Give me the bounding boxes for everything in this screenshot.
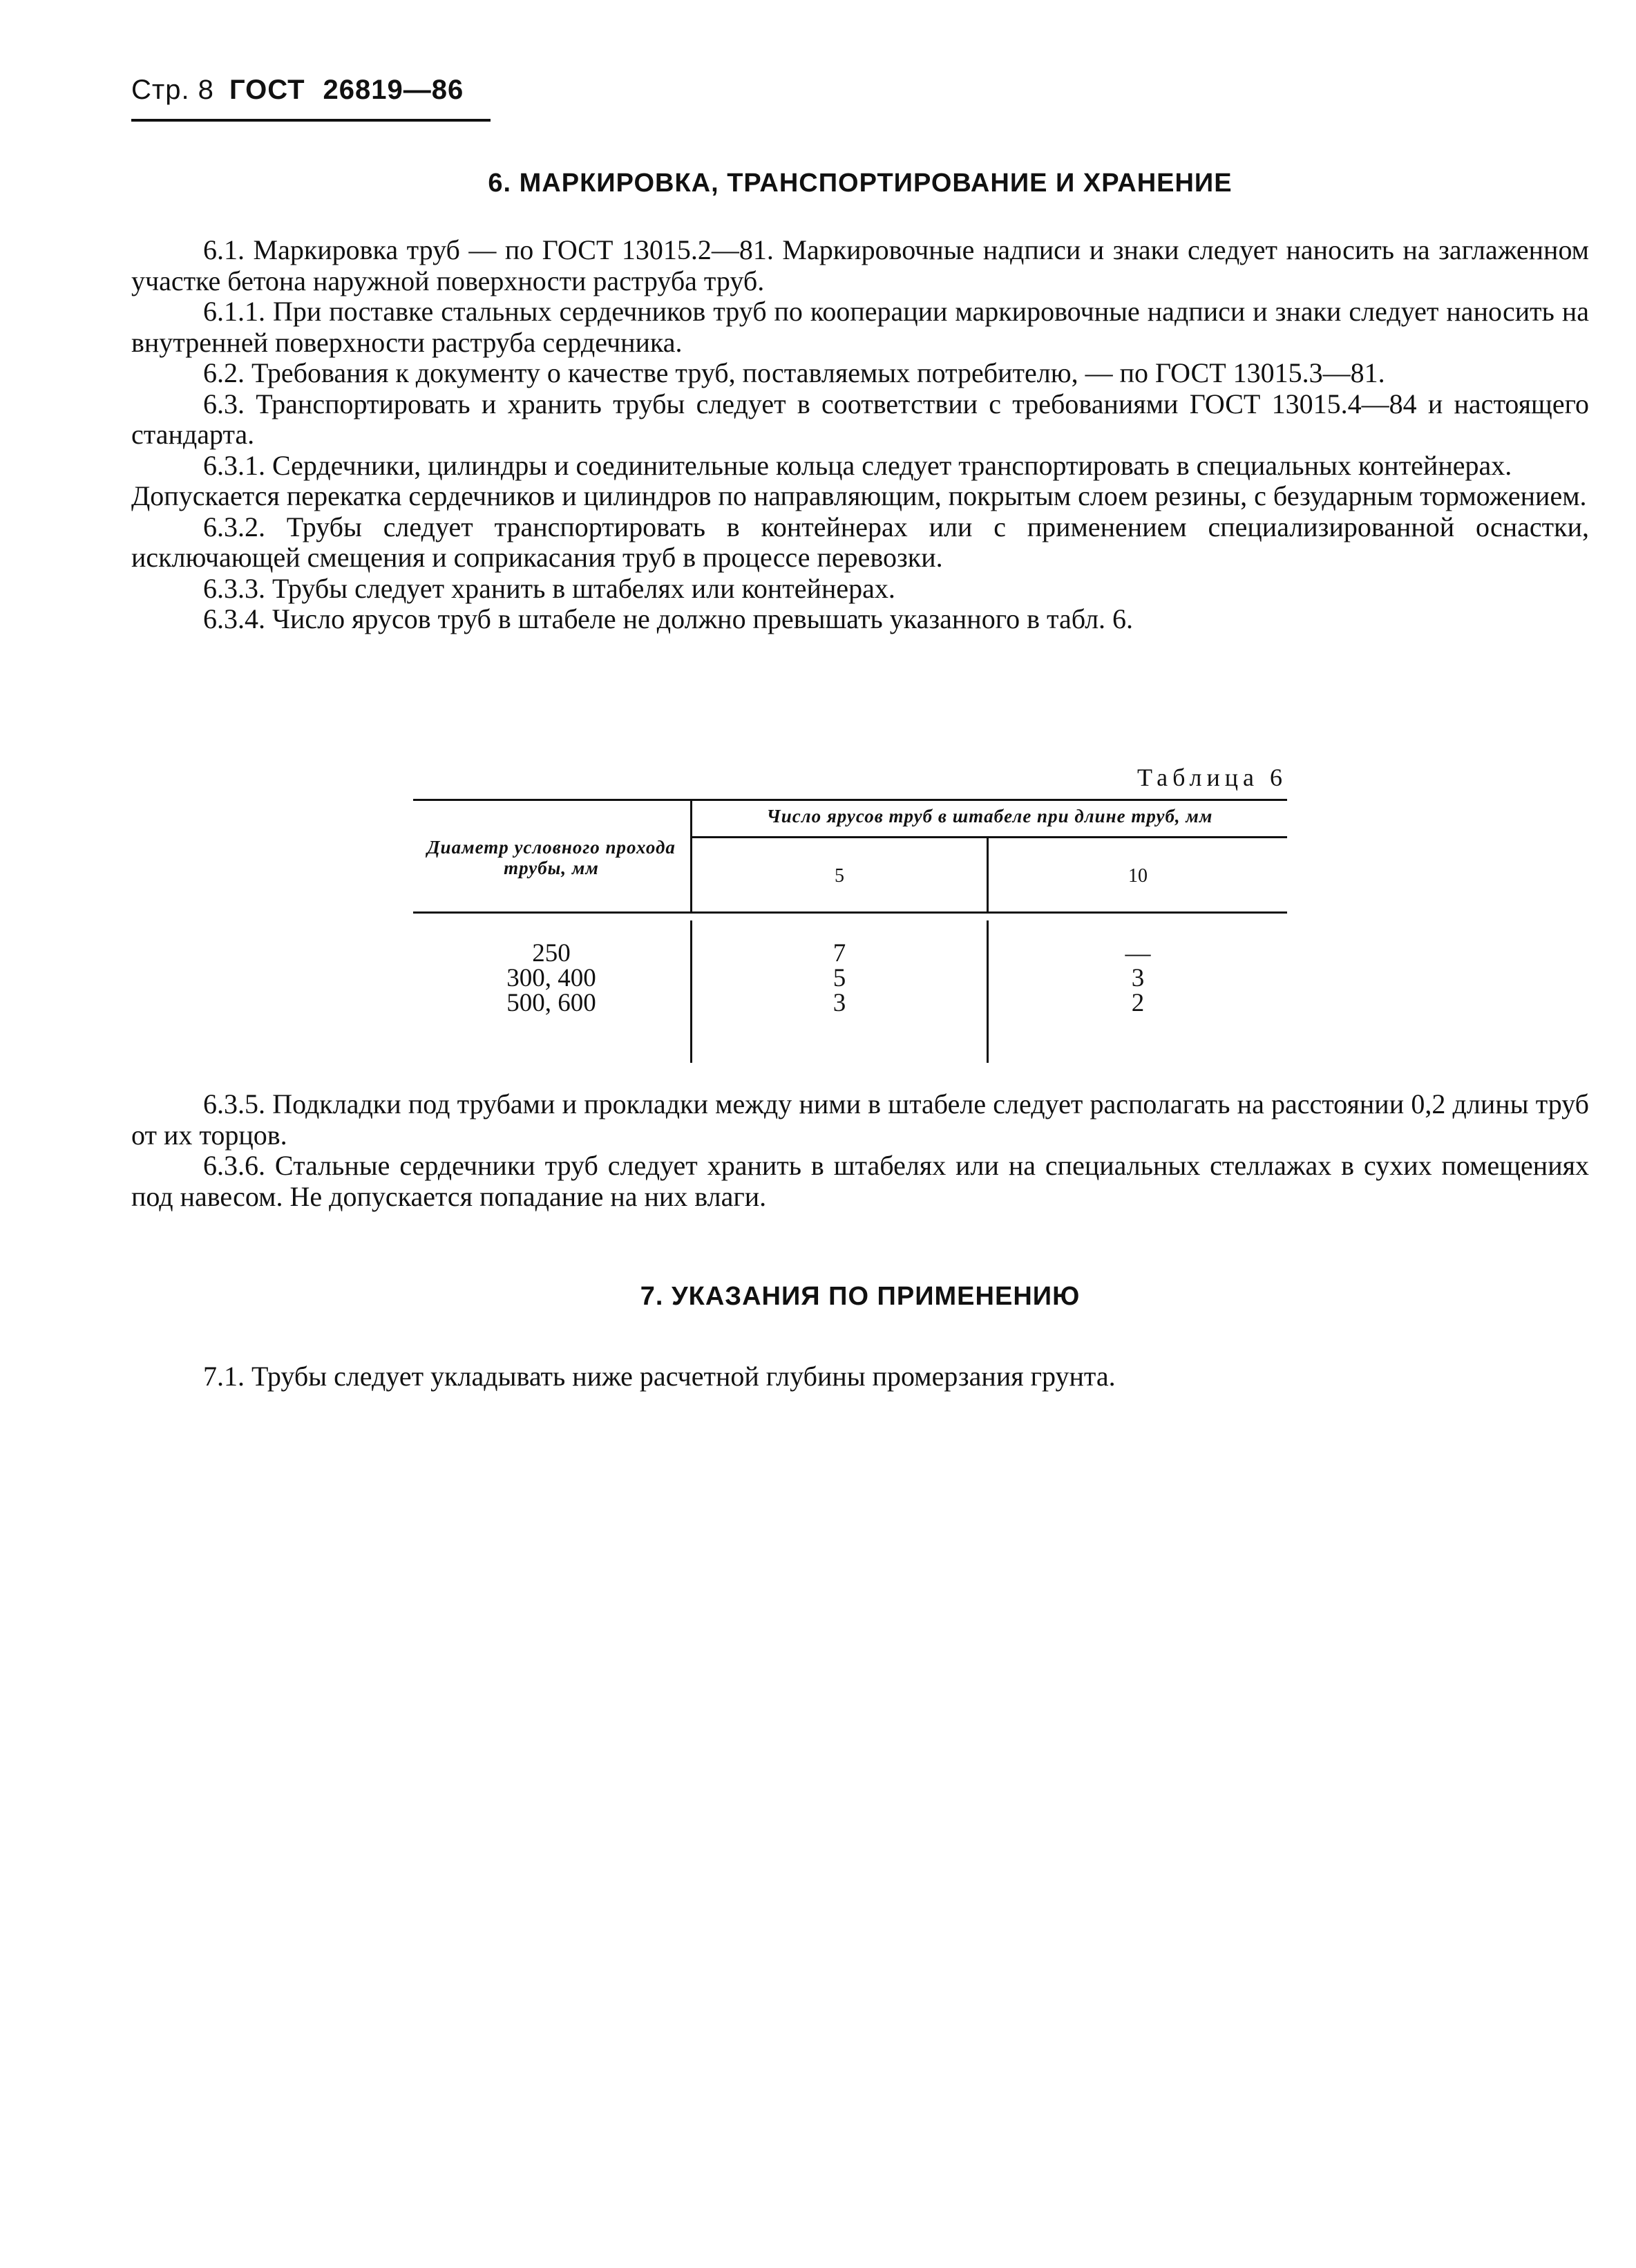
table-subheader-10: 10 [1128,865,1148,887]
table-group-header: Число ярусов труб в штабеле при длине труб, мм [766,806,1213,826]
table-header-rule [413,911,1287,914]
paragraph-6-2: 6.2. Требования к документу о качестве труб, поставляемых потребителю, — по ГОСТ 13015.3—81. [203,357,1385,388]
paragraph-6-3-5: 6.3.5. Подкладки под трубами и прокладки между ними в штабеле следует располагать на расстоянии 0,2 длины труб от их торцов. [131,1088,1589,1151]
table-col1-values: 250 300, 400 500, 600 [506,939,596,1017]
paragraph-6-3-3: 6.3.3. Трубы следует хранить в штабелях или контейнерах. [203,572,895,604]
section-6-body-continued [131,1089,1589,1212]
paragraph-6-1: 6.1. Маркировка труб — по ГОСТ 13015.2—81. Маркировочные надписи и знаки следует наносить на заглаженном участке бетона наружной поверхности раструба труб. [131,234,1589,296]
standard-number: 26819—86 [323,75,464,105]
table-col1-header: Диаметр условного прохода трубы, мм [427,837,676,878]
section-6-heading: 6. МАРКИРОВКА, ТРАНСПОРТИРОВАНИЕ И ХРАНЕНИЕ [488,169,1233,198]
table-group-rule [691,836,1287,838]
paragraph-6-3-6: 6.3.6. Стальные сердечники труб следует хранить в штабелях или на специальных стеллажах в сухих помещениях под навесом. Не допускается попадание на них влаги. [131,1150,1589,1212]
table-col2-values: 7 5 3 [833,939,846,1017]
running-header [131,75,464,106]
section-7-body [131,1361,1589,1392]
paragraph-6-1-1: 6.1.1. При поставке стальных сердечников труб по кооперации маркировочные надписи и знаки следует наносить на внутренней поверхности раструба сердечника. [131,296,1589,358]
section-7-heading: 7. УКАЗАНИЯ ПО ПРИМЕНЕНИЮ [640,1282,1081,1311]
table-6-caption: Таблица 6 [1137,764,1287,791]
table-col3-values: — 3 2 [1125,939,1151,1017]
standard-label: ГОСТ [229,75,305,105]
paragraph-rolling: Допускается перекатка сердечников и цилиндров по направляющим, покрытым слоем резины, с безударным торможением. [131,480,1587,511]
paragraph-6-3: 6.3. Транспортировать и хранить трубы следует в соответствии с требованиями ГОСТ 13015.4—84 и настоящего стандарта. [131,388,1589,450]
paragraph-6-3-2: 6.3.2. Трубы следует транспортировать в контейнерах или с применением специализированной оснастки, исключающей смещения и соприкасания труб в процессе перевозки. [131,511,1589,573]
section-6-body [131,235,1589,635]
paragraph-6-3-1: 6.3.1. Сердечники, цилиндры и соединительные кольца следует транспортировать в специальных контейнерах. [203,449,1512,481]
paragraph-7-1: 7.1. Трубы следует укладывать ниже расчетной глубины промерзания грунта. [203,1361,1116,1392]
header-rule [131,119,491,122]
page-number: Стр. 8 [131,75,214,105]
table-top-rule [413,799,1287,801]
paragraph-6-3-4: 6.3.4. Число ярусов труб в штабеле не должно превышать указанного в табл. 6. [203,603,1134,634]
table-subheader-5: 5 [835,865,844,887]
